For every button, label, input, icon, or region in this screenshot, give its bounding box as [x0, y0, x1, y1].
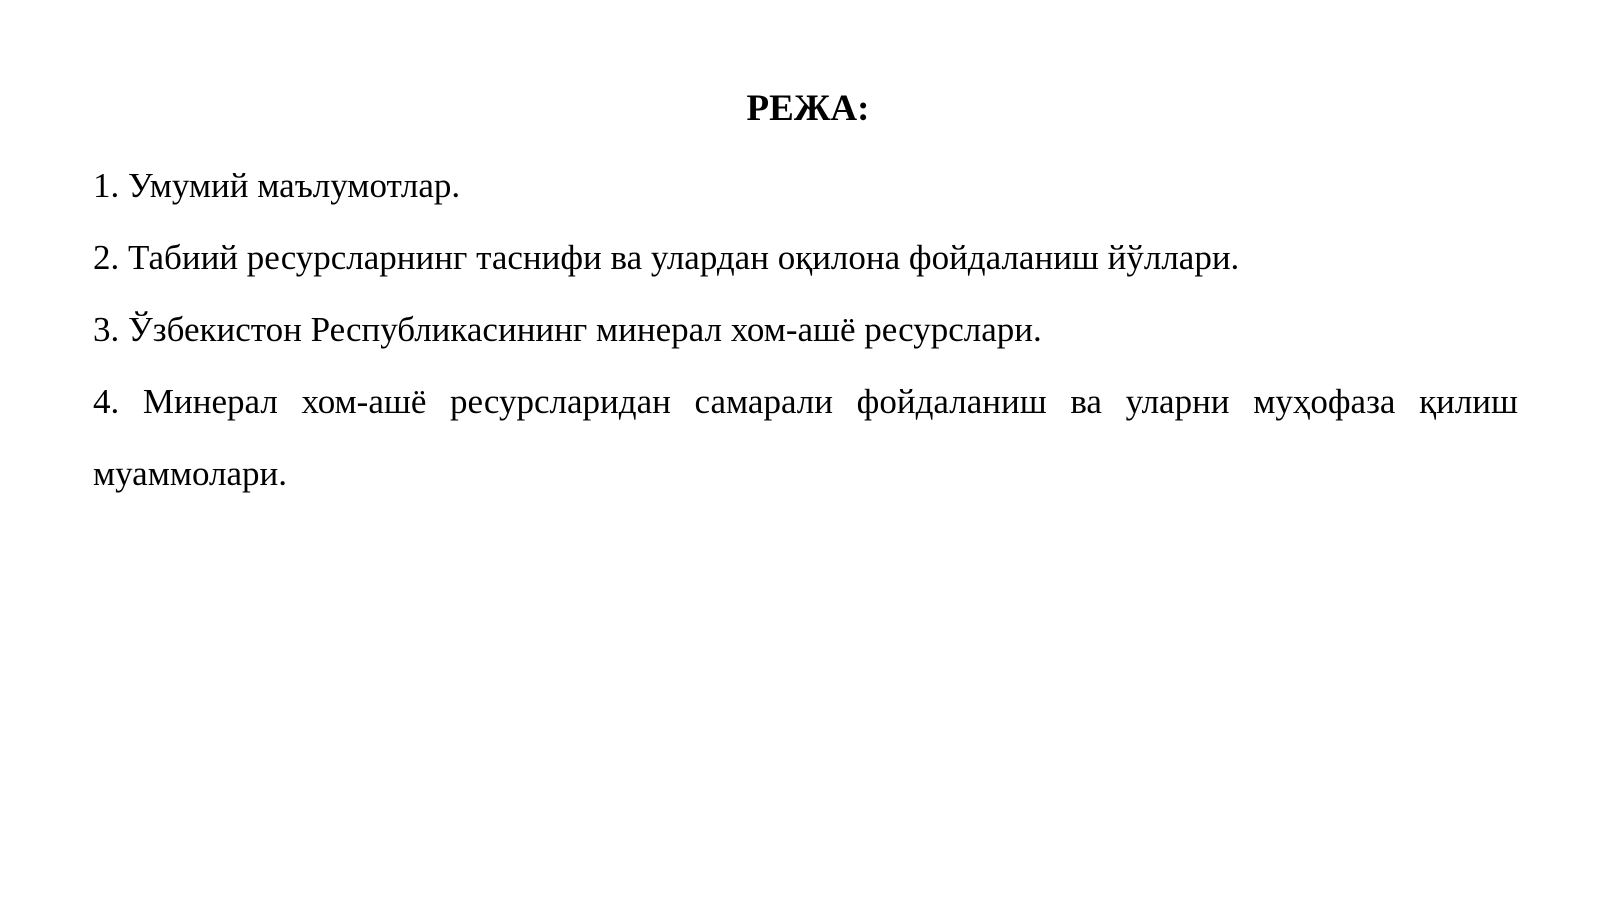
- plan-item-4: 4. Минерал хом-ашё ресурсларидан самарали фойдаланиш ва уларни муҳофаза қилиш муаммолари.: [93, 382, 1518, 493]
- plan-list: [93, 150, 1518, 510]
- plan-item-2: 2. Табиий ресурсларнинг таснифи ва улардан оқилона фойдаланиш йўллари.: [93, 238, 1240, 277]
- plan-item-3: 3. Ўзбекистон Республикасининг минерал хом-ашё ресурслари.: [93, 310, 1042, 349]
- plan-title: РЕЖА:: [746, 88, 870, 129]
- plan-item-1: 1. Умумий маълумотлар.: [93, 166, 461, 205]
